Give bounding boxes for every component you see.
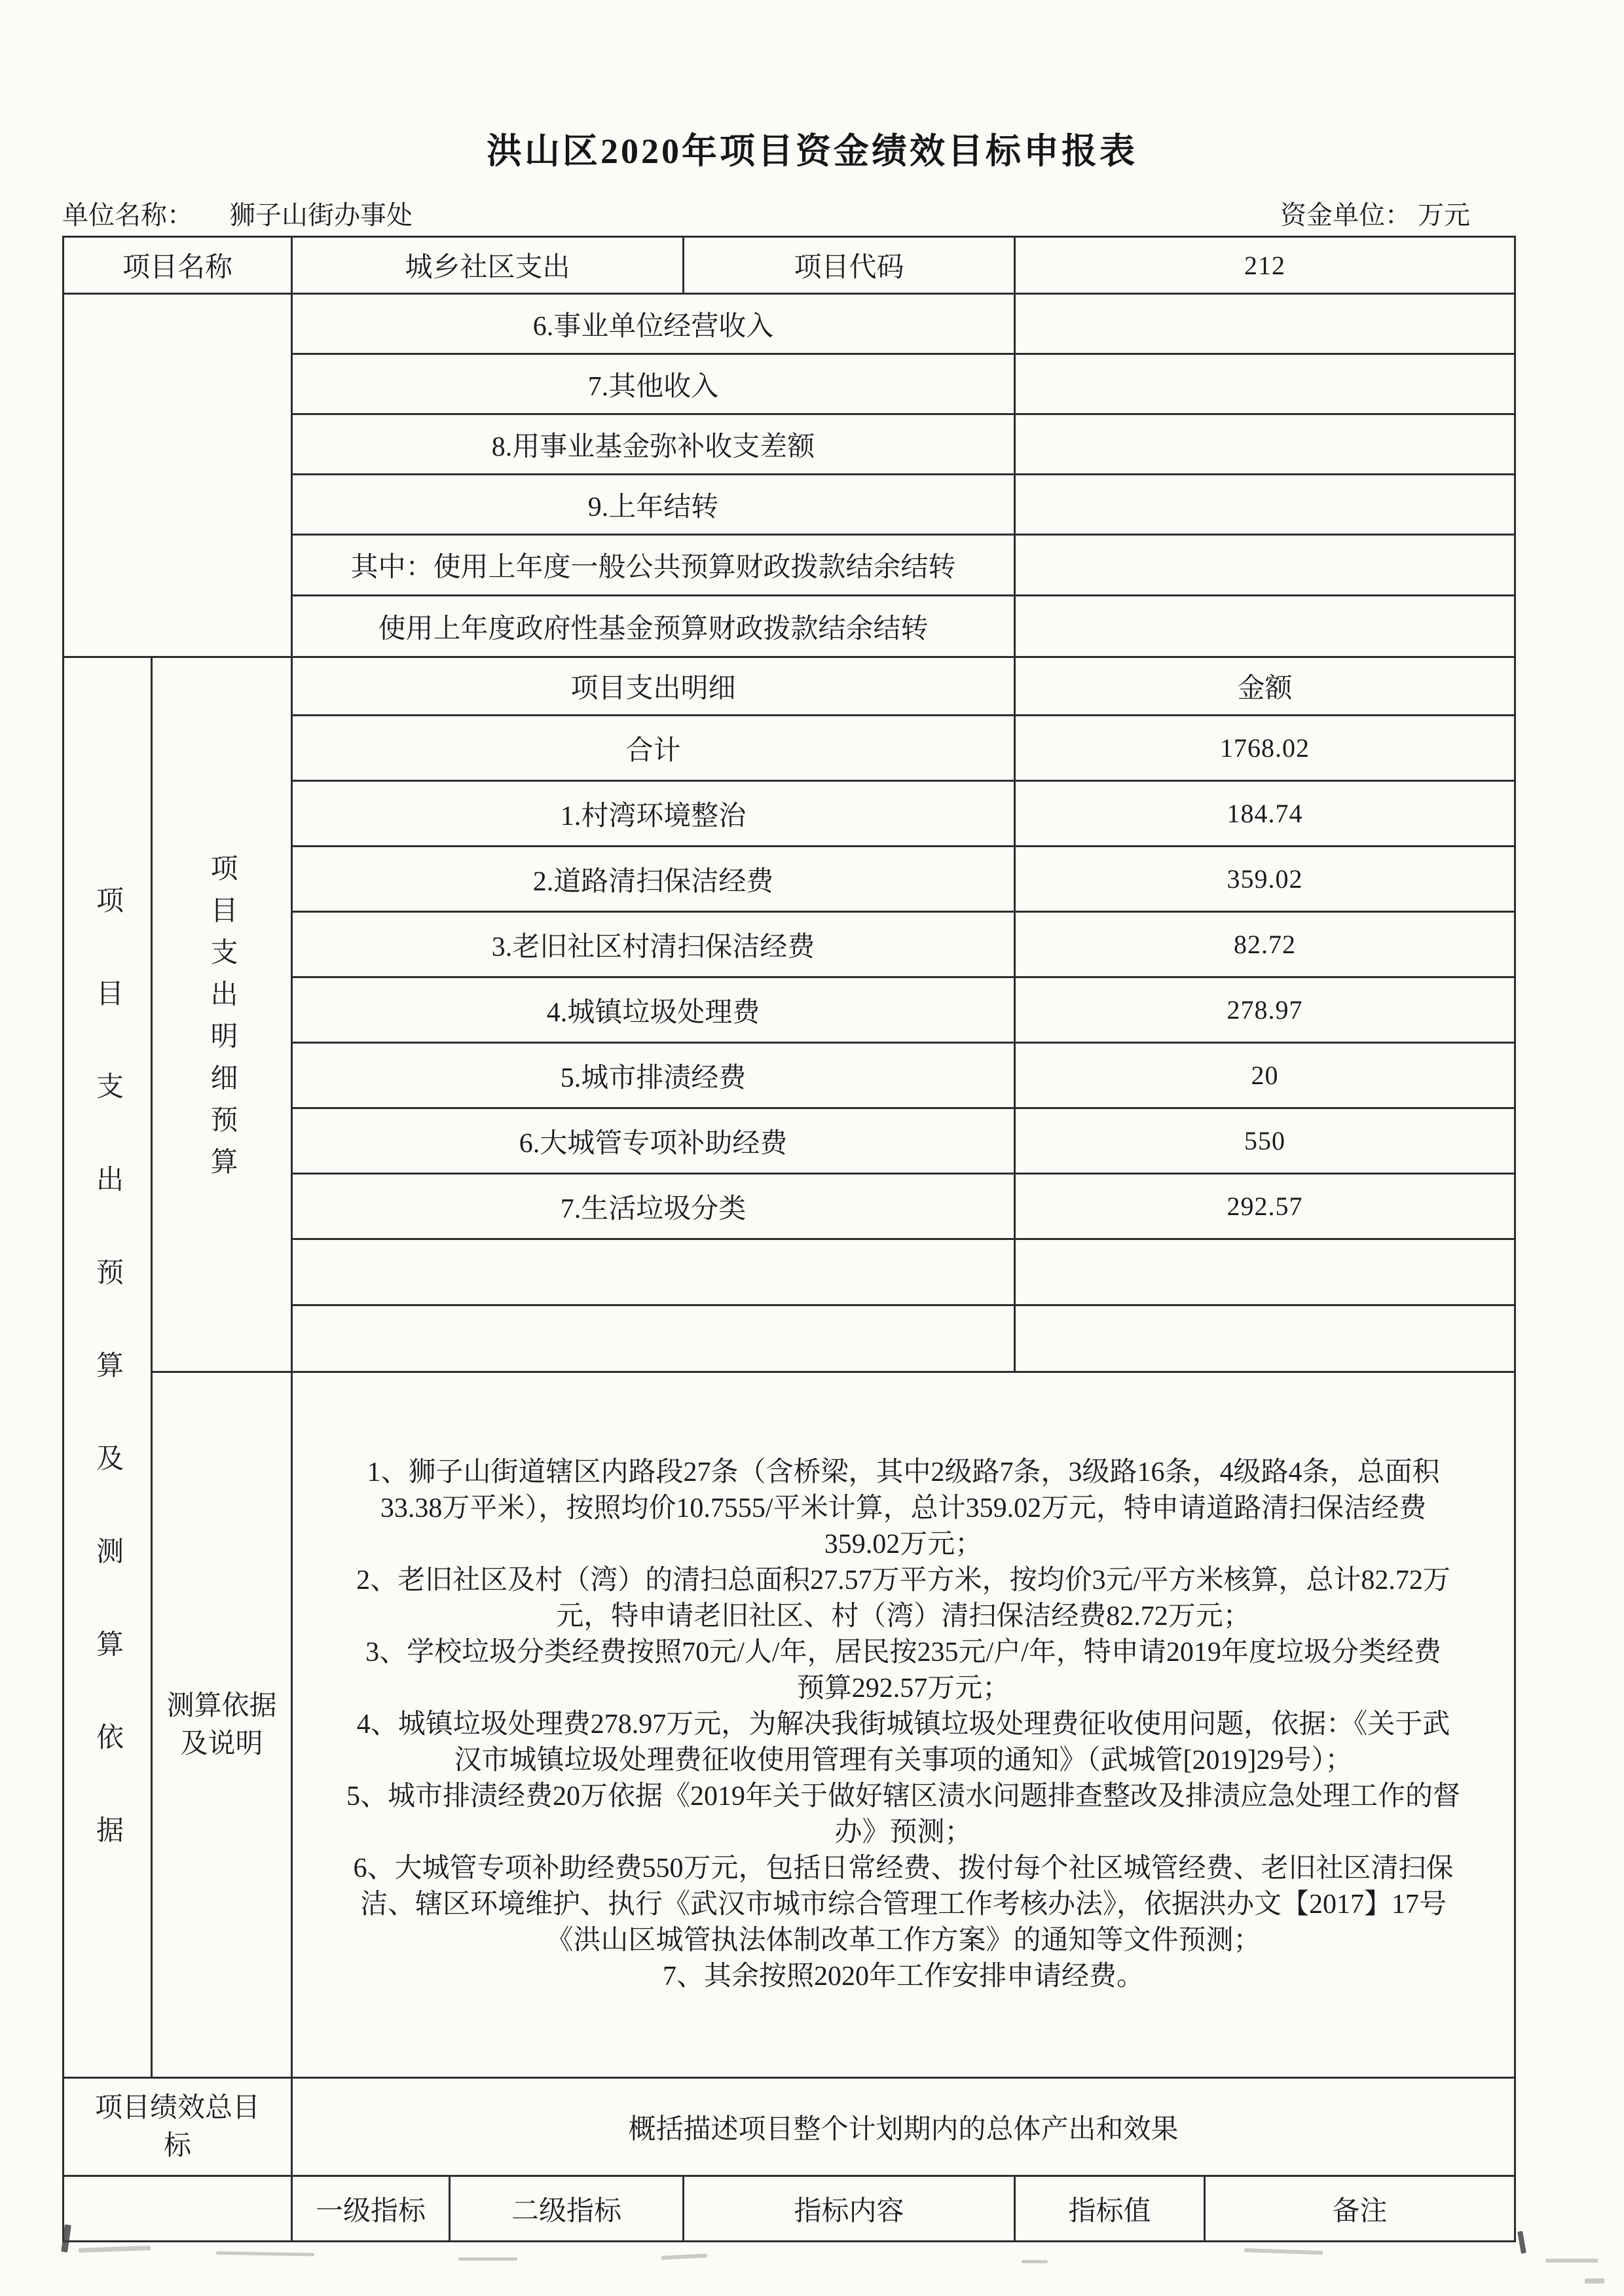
scan-noise [1545, 2259, 1598, 2263]
detail-row-amount: 20 [1016, 1044, 1514, 1109]
indicator-level1-header: 一级指标 [293, 2177, 451, 2240]
detail-row-amount: 82.72 [1016, 913, 1514, 978]
detail-row-amount: 1768.02 [1016, 716, 1514, 782]
detail-row-item: 5.城市排渍经费 [293, 1044, 1016, 1109]
scan-noise [1022, 2260, 1048, 2263]
unit-name-value: 狮子山街办事处 [229, 200, 413, 230]
page-title: 洪山区2020年项目资金绩效目标申报表 [487, 132, 1137, 171]
basis-text-line: 办》预测； [834, 1817, 972, 1848]
fund-unit-label: 资金单位： [1280, 200, 1411, 230]
basis-text-line: 359.02万元； [824, 1529, 983, 1559]
indicator-content-header: 指标内容 [684, 2177, 1016, 2240]
detail-row-amount: 292.57 [1016, 1175, 1514, 1240]
detail-row-item: 7.生活垃圾分类 [293, 1175, 1016, 1240]
scan-noise [661, 2253, 707, 2260]
overall-goal-label [64, 2079, 293, 2177]
detail-group-label: 项目支出明细预算 [153, 658, 293, 1373]
income-row-value [1016, 475, 1514, 536]
declaration-form-table [62, 236, 1516, 2242]
detail-row-amount: 278.97 [1016, 978, 1514, 1044]
indicator-remark-header: 备注 [1332, 2196, 1388, 2227]
basis-text-line: 7、其余按照2020年工作安排申请经费。 [662, 1961, 1144, 1992]
scan-noise [79, 2246, 151, 2253]
basis-text-line: 预算292.57万元； [796, 1673, 1010, 1704]
income-row-value [1016, 536, 1514, 596]
detail-row-amount: 550 [1016, 1109, 1514, 1175]
project-code-value: 212 [1016, 238, 1514, 295]
detail-row-item: 4.城镇垃圾处理费 [293, 978, 1016, 1044]
project-code-label: 项目代码 [684, 238, 1016, 295]
detail-row-item: 3.老旧社区村清扫保洁经费 [293, 913, 1016, 978]
detail-row-item [293, 1240, 1016, 1306]
detail-row-amount [1016, 1306, 1514, 1373]
basis-text-line: 5、城市排渍经费20万依据《2019年关于做好辖区渍水问题排查整改及排渍应急处理工作的督 [346, 1781, 1460, 1812]
blank-cell [64, 2177, 293, 2240]
basis-text [293, 1373, 1514, 2079]
basis-text-line: 《洪山区城管执法体制改革工作方案》的通知等文件预测； [545, 1925, 1261, 1956]
overall-goal-label-line2: 标 [163, 2130, 191, 2161]
basis-label-line2: 及说明 [180, 1728, 263, 1759]
detail-row-item: 合计 [293, 716, 1016, 782]
income-row-value [1016, 596, 1514, 658]
detail-row-item: 1.村湾环境整治 [293, 782, 1016, 847]
scan-noise [216, 2251, 314, 2257]
basis-text-line: 4、城镇垃圾处理费278.97万元，为解决我街城镇垃圾处理费征收使用问题，依据：《关于武 [356, 1709, 1450, 1740]
basis-text-line: 6、大城管专项补助经费550万元，包括日常经费、拨付每个社区城管经费、老旧社区清扫保 [353, 1853, 1454, 1884]
income-row-label: 7.其他收入 [293, 355, 1016, 415]
detail-row-amount: 359.02 [1016, 847, 1514, 913]
fund-unit-value: 万元 [1418, 200, 1470, 230]
basis-text-line: 汉市城镇垃圾处理费征收使用管理有关事项的通知》（武城管[2019]29号）； [454, 1745, 1353, 1776]
basis-label [153, 1373, 293, 2079]
project-name-value: 城乡社区支出 [293, 238, 684, 295]
scan-noise [1244, 2248, 1323, 2255]
basis-text-line: 1、狮子山街道辖区内路段27条（含桥梁，其中2级路7条，3级路16条，4级路4条，总面积 [367, 1457, 1440, 1487]
scan-noise [458, 2257, 517, 2261]
scan-noise [1585, 2278, 1604, 2284]
detail-header-item: 项目支出明细 [293, 658, 1016, 716]
income-row-label: 8.用事业基金弥补收支差额 [293, 415, 1016, 475]
project-name-label: 项目名称 [64, 238, 293, 295]
detail-row-item: 6.大城管专项补助经费 [293, 1109, 1016, 1175]
basis-text-line: 2、老旧社区及村（湾）的清扫总面积27.57万平方米，按均价3元/平方米核算，总计82.72万 [356, 1565, 1450, 1595]
blank-cell [64, 295, 293, 658]
scan-noise [1517, 2231, 1526, 2254]
detail-row-amount: 184.74 [1016, 782, 1514, 847]
income-row-value [1016, 295, 1514, 355]
income-row-label: 使用上年度政府性基金预算财政拨款结余结转 [293, 596, 1016, 658]
income-row-value [1016, 355, 1514, 415]
income-row-label: 6.事业单位经营收入 [293, 295, 1016, 355]
basis-label-line1: 测算依据 [166, 1690, 277, 1721]
detail-header-amount: 金额 [1016, 658, 1514, 716]
overall-goal-description: 概括描述项目整个计划期内的总体产出和效果 [293, 2079, 1514, 2177]
basis-text-line: 3、学校垃圾分类经费按照70元/人/年，居民按235元/户/年，特申请2019年度垃圾分类经费 [365, 1637, 1441, 1667]
indicator-level2-header: 二级指标 [451, 2177, 684, 2240]
budget-group-label: 项目支出预算及测算依据 [64, 658, 153, 2079]
unit-name-label: 单位名称： [62, 200, 193, 230]
meta-row [62, 199, 1516, 232]
income-row-value [1016, 415, 1514, 475]
overall-goal-label-line1: 项目绩效总目 [94, 2092, 260, 2123]
basis-text-line: 元，特申请老旧社区、村（湾）清扫保洁经费82.72万元； [556, 1601, 1251, 1631]
basis-text-line: 33.38万平米），按照均价10.7555/平米计算，总计359.02万元，特申请道路清扫保洁经费 [380, 1493, 1427, 1523]
detail-row-amount [1016, 1240, 1514, 1306]
detail-row-item [293, 1306, 1016, 1373]
basis-text-line: 洁、辖区环境维护、执行《武汉市城市综合管理工作考核办法》，依据洪办文【2017】17号 [360, 1889, 1447, 1920]
indicator-value-header: 指标值 [1016, 2177, 1206, 2240]
income-row-label: 其中：使用上年度一般公共预算财政拨款结余结转 [293, 536, 1016, 596]
detail-row-item: 2.道路清扫保洁经费 [293, 847, 1016, 913]
income-row-label: 9.上年结转 [293, 475, 1016, 536]
